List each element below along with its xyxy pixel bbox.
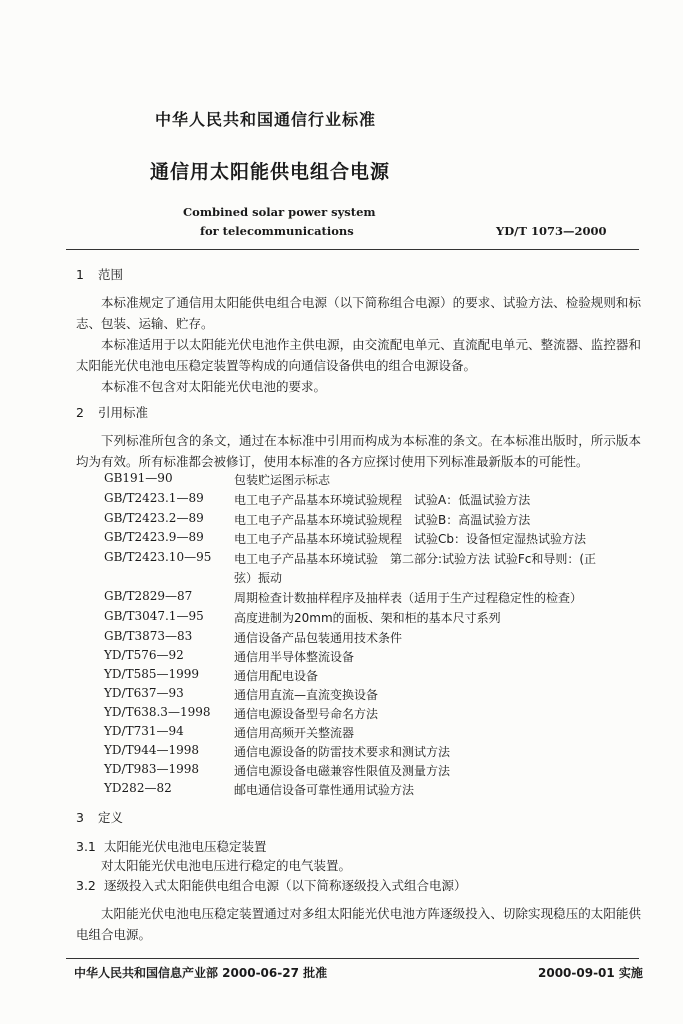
section-3-heading [76, 808, 123, 826]
reference-title: 周期检查计数抽样程序及抽样表（适用于生产过程稳定性的检查） [234, 591, 583, 605]
approval-line: 中华人民共和国信息产业部 2000-06-27 批准 [74, 966, 328, 980]
reference-code: YD282—82 [104, 781, 172, 795]
section-1-paragraph-1: 本标准规定了通信用太阳能供电组合电源（以下简称组合电源）的要求、试验方法、检验规则和标志、包装、运输、贮存。 [76, 295, 641, 331]
reference-title: 通信用直流—直流变换设备 [234, 688, 379, 702]
reference-code: GB/T3047.1—95 [104, 609, 204, 623]
definition-3-2-heading [76, 876, 467, 894]
reference-title: 通信用配电设备 [234, 669, 319, 683]
footer-divider [66, 958, 639, 959]
section-title: 引用标准 [98, 405, 149, 420]
standard-category: 中华人民共和国通信行业标准 [155, 110, 377, 129]
reference-code: YD/T637—93 [104, 686, 184, 700]
reference-code: YD/T576—92 [104, 648, 184, 662]
reference-code: GB/T2829—87 [104, 589, 193, 603]
definition-number: 3.1 [76, 839, 96, 854]
definition-3-2-text: 太阳能光伏电池电压稳定装置通过对多组太阳能光伏电池方阵逐级投入、切除实现稳压的太阳能供电组合电源。 [76, 906, 641, 942]
reference-title: 通信用半导体整流设备 [234, 650, 355, 664]
reference-title: 电工电子产品基本环境试验 第二部分:试验方法 试验Fc和导则：(正 [234, 552, 597, 566]
reference-title: 通信电源设备电磁兼容性限值及测量方法 [234, 764, 451, 778]
section-number: 2 [76, 405, 84, 420]
reference-title: 弦）振动 [234, 571, 283, 585]
reference-title: 高度进制为20mm的面板、架和柜的基本尺寸系列 [234, 611, 501, 625]
reference-code: YD/T944—1998 [104, 743, 200, 757]
reference-code: GB/T3873—83 [104, 629, 193, 643]
definition-title: 逐级投入式太阳能供电组合电源（以下简称逐级投入式组合电源） [104, 878, 467, 893]
reference-title: 通信电源设备的防雷技术要求和测试方法 [234, 745, 451, 759]
section-number: 3 [76, 810, 84, 825]
section-title: 定义 [98, 810, 124, 825]
reference-title: 电工电子产品基本环境试验规程 试验B：高温试验方法 [234, 513, 531, 527]
document-title: 通信用太阳能供电组合电源 [150, 161, 391, 183]
definition-3-1-heading [76, 837, 267, 855]
reference-code: GB/T2423.1—89 [104, 491, 204, 505]
reference-title: 通信设备产品包装通用技术条件 [234, 631, 403, 645]
reference-code: GB/T2423.9—89 [104, 530, 204, 544]
reference-code: GB/T2423.10—95 [104, 550, 212, 564]
reference-title: 邮电通信设备可靠性通用试验方法 [234, 783, 415, 797]
reference-code: GB/T2423.2—89 [104, 511, 204, 525]
reference-title: 包装贮运图示标志 [234, 473, 331, 487]
reference-title: 通信用高频开关整流器 [234, 726, 355, 740]
reference-code: YD/T638.3—1998 [104, 705, 211, 719]
reference-title: 电工电子产品基本环境试验规程 试验Cb：设备恒定湿热试验方法 [234, 532, 586, 546]
implementation-date: 2000-09-01 实施 [538, 966, 643, 980]
reference-code: GB191—90 [104, 471, 173, 485]
reference-code: YD/T983—1998 [104, 762, 200, 776]
reference-code: YD/T731—94 [104, 724, 184, 738]
section-1-paragraph-2: 本标准适用于以太阳能光伏电池作主供电源，由交流配电单元、直流配电单元、整流器、监控器和太阳能光伏电池电压稳定装置等构成的向通信设备供电的组合电源设备。 [76, 337, 641, 373]
reference-code: YD/T585—1999 [104, 667, 200, 681]
definition-number: 3.2 [76, 878, 96, 893]
section-2-paragraph-1: 下列标准所包含的条文，通过在本标准中引用而构成为本标准的条文。在本标准出版时，所示版本均为有效。所有标准都会被修订，使用本标准的各方应探讨使用下列标准最新版本的可能性。 [76, 433, 641, 469]
section-1-paragraph-3: 本标准不包含对太阳能光伏电池的要求。 [101, 379, 327, 394]
section-number: 1 [76, 267, 84, 282]
english-title-line2: for telecommunications [200, 224, 354, 238]
standard-code: YD/T 1073—2000 [496, 224, 607, 238]
section-title: 范围 [98, 267, 124, 282]
definition-3-1-text: 对太阳能光伏电池电压进行稳定的电气装置。 [101, 858, 352, 873]
definition-title: 太阳能光伏电池电压稳定装置 [104, 839, 267, 854]
english-title-line1: Combined solar power system [183, 205, 376, 219]
reference-title: 电工电子产品基本环境试验规程 试验A：低温试验方法 [234, 493, 531, 507]
reference-title: 通信电源设备型号命名方法 [234, 707, 379, 721]
